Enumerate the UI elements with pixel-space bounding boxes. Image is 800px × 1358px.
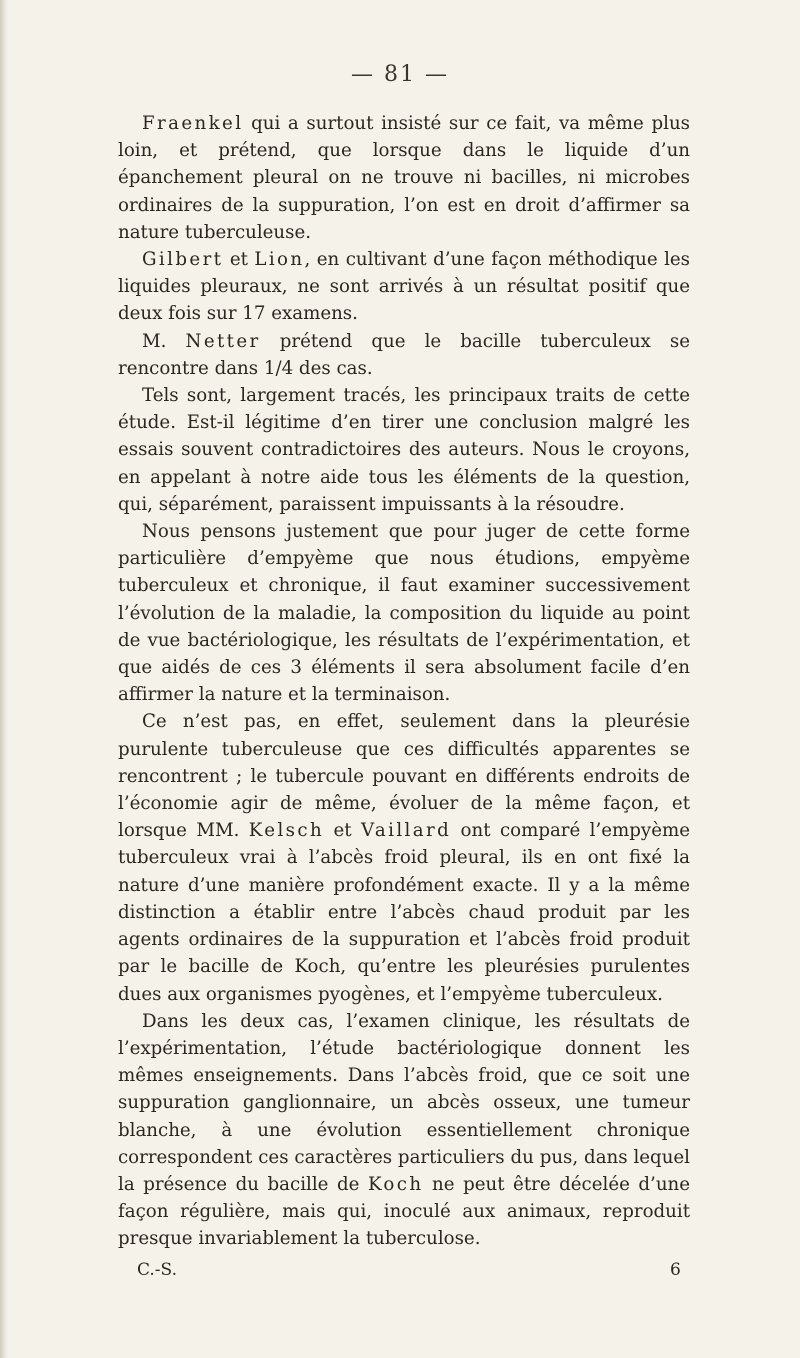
- author-name: Gilbert: [142, 249, 224, 271]
- signature-number: 6: [670, 1260, 681, 1280]
- paragraph-1: [118, 110, 690, 246]
- paragraph-text: qui a surtout insisté sur ce fait, va même plus loin, et prétend, que lorsque dans le liquide d’un épanchement pleural on ne trouve ni bacilles, ni microbes ordinaires de la suppuration, l’on est en droit d’affirmer sa nature tuberculeuse.: [118, 113, 690, 243]
- author-name: Lion: [254, 249, 305, 271]
- page-body: [118, 110, 690, 1253]
- signature-mark: C.-S.: [137, 1260, 177, 1280]
- author-name: Kelsch: [248, 820, 325, 842]
- paragraph-2: [118, 246, 690, 328]
- paragraph-3: [118, 328, 690, 382]
- page-number: — 81 —: [351, 62, 449, 87]
- paragraph-text: prétend que le bacille tuberculeux se rencontre dans 1/4 des cas.: [118, 330, 690, 379]
- paragraph-text: Ce n’est pas, en effet, seulement dans la pleurésie purulente tuberculeuse que ces difficultés apparentes se rencontrent ; le tubercule pouvant en différents endroits de l’économie agir de même, évoluer de la même façon, et lorsque MM.: [118, 711, 690, 842]
- paragraph-7: [118, 1008, 690, 1253]
- paragraph-6: [118, 708, 690, 1007]
- author-name: Koch: [367, 1173, 424, 1195]
- paragraph-text: M.: [142, 330, 186, 352]
- author-name: Vaillard: [361, 820, 452, 842]
- paragraph-4: [118, 382, 690, 518]
- paragraph-text: Nous pensons justement que pour juger de cette forme particulière d’empyème que nous étudions, empyème tuberculeux et chronique, il faut examiner successivement l’évolution de la maladie, la composition du liquide au point de vue bactériologique, les résultats de l’expérimentation, et que aidés de ces 3 éléments il sera absolument facile d’en affirmer la nature et la terminaison.: [118, 521, 690, 706]
- paragraph-text: et: [324, 820, 361, 842]
- paragraph-text: ne peut être décelée d’une façon régulière, mais qui, inoculé aux animaux, reproduit presque invariablement la tuberculose.: [118, 1173, 691, 1250]
- paragraph-text: Dans les deux cas, l’examen clinique, les résultats de l’expérimentation, l’étude bactériologique donnent les mêmes enseignements. Dans l’abcès froid, que ce soit une suppuration ganglionnaire, un abcès osseux, une tumeur blanche, à une évolution essentiellement chronique correspondent ces caractères particuliers du pus, dans lequel la présence du bacille de: [118, 1010, 690, 1195]
- author-name: Fraenkel: [142, 113, 244, 134]
- paragraph-text: Tels sont, largement tracés, les principaux traits de cette étude. Est-il légitime d’en tirer une conclusion malgré les essais souvent contradictoires des auteurs. Nous le croyons, en appelant à notre aide tous les éléments de la question, qui, séparément, paraissent impuissants à la résoudre.: [118, 385, 690, 515]
- paragraph-5: [118, 518, 690, 708]
- author-name: Netter: [185, 330, 261, 352]
- page-gutter-shadow: [0, 0, 8, 1358]
- paragraph-text: et: [223, 249, 255, 271]
- paragraph-text: , en cultivant d’une façon méthodique les liquides pleuraux, ne sont arrivés à un résultat positif que deux fois sur 17 examens.: [118, 249, 690, 325]
- paragraph-text: ont comparé l’empyème tuberculeux vrai à l’abcès froid pleural, ils en ont fixé la nature d’une manière profondément exacte. Il y a la même distinction a établir entre l’abcès chaud produit par les agents ordinaires de la suppuration et l’abcès froid produit par le bacille de Koch, qu’entre les pleurésies purulentes dues aux organismes pyogènes, et l’empyème tuberculeux.: [118, 820, 690, 1005]
